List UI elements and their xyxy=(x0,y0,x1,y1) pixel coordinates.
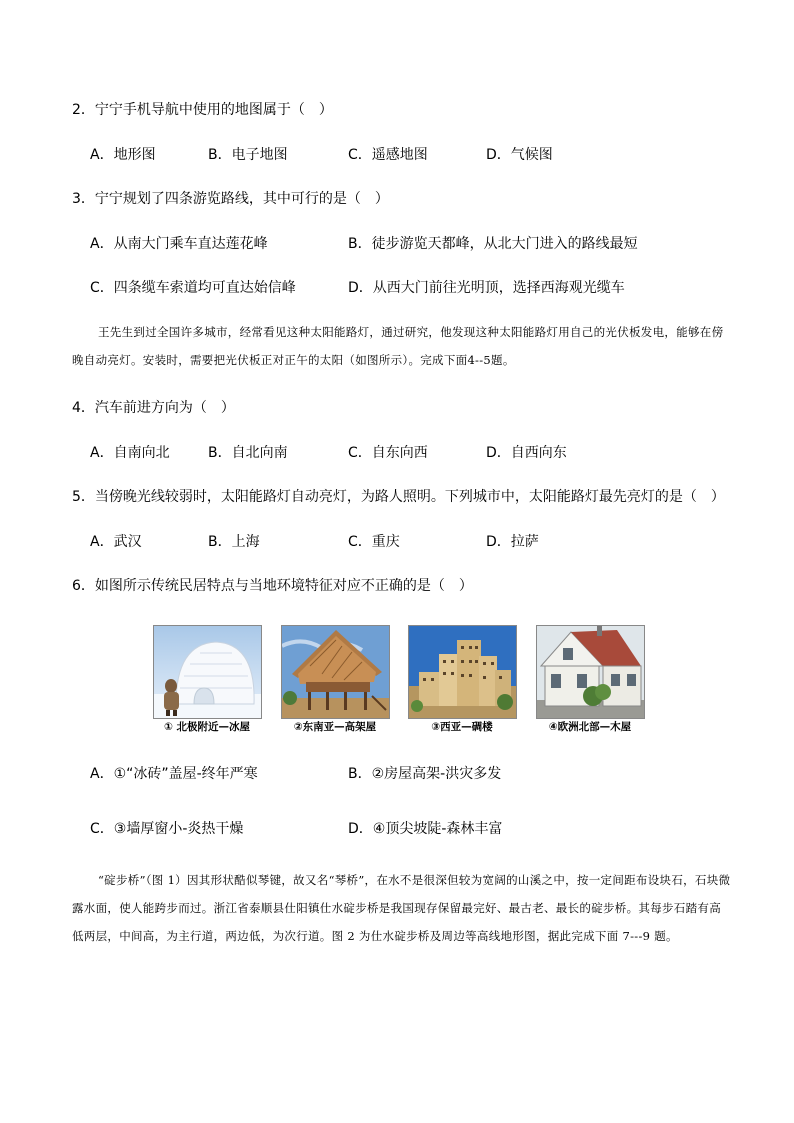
passage-solar-lamp: 王先生到过全国许多城市，经常看见这种太阳能路灯，通过研究，他发现这种太阳能路灯用自己的光伏板发电，能够在傍晚自动亮灯。安装时，需要把光伏板正对正午的太阳（如图所示）。完成下面4--5题。 xyxy=(72,325,724,367)
passage-stepping-stone-bridge: “碇步桥”（图 1）因其形状酷似琴键，故又名“琴桥”，在水不是很深但较为宽阔的山溪之中，按一定间距布设块石，石块微露水面，使人能跨步而过。浙江省泰顺县仕阳镇仕水碇步桥是我国现存保留最完好、最古老、最长的碇步桥。其每步石踏有高低两层，中间高，为主行道，两边低，为次行道。图 2 为仕水碇步桥及周边等高线地形图，据此完成下面 7---9 题。 xyxy=(72,873,731,943)
question-2-stem: 2．宁宁手机导航中使用的地图属于（ ） xyxy=(72,102,333,118)
question-3-stem: 3．宁宁规划了四条游览路线，其中可行的是（ ） xyxy=(72,191,389,207)
q6-option-b: B．②房屋高架-洪灾多发 xyxy=(348,766,502,782)
q2-option-a: A．地形图 xyxy=(90,147,156,163)
question-5-stem: 5．当傍晚光线较弱时，太阳能路灯自动亮灯，为路人照明。下列城市中，太阳能路灯最先亮灯的是（ ） xyxy=(72,489,725,505)
caption-igloo: ① 北极附近—冰屋 xyxy=(163,721,251,733)
q5-option-d: D．拉萨 xyxy=(486,534,539,550)
q3-option-d: D．从西大门前往光明顶，选择西海观光缆车 xyxy=(348,280,625,296)
q2-option-d: D．气候图 xyxy=(486,147,553,163)
q2-option-b: B．电子地图 xyxy=(208,147,288,163)
wooden-house-photo xyxy=(536,625,645,719)
question-6-stem: 6．如图所示传统民居特点与当地环境特征对应不正确的是（ ） xyxy=(72,578,473,594)
q2-option-c: C．遥感地图 xyxy=(348,147,428,163)
q6-option-d: D．④顶尖坡陡-森林丰富 xyxy=(348,821,503,837)
q3-option-b: B．徒步游览天都峰，从北大门进入的路线最短 xyxy=(348,236,638,252)
q4-option-c: C．自东向西 xyxy=(348,445,428,461)
q5-option-a: A．武汉 xyxy=(90,534,142,550)
q6-option-c: C．③墙厚窗小-炎热干燥 xyxy=(90,821,244,837)
q4-option-a: A．自南向北 xyxy=(90,445,170,461)
q4-option-b: B．自北向南 xyxy=(208,445,288,461)
q4-option-d: D．自西向东 xyxy=(486,445,567,461)
caption-tower-house: ③西亚—碉楼 xyxy=(431,721,493,733)
igloo-photo xyxy=(153,625,262,719)
caption-wooden-house: ④欧洲北部—木屋 xyxy=(548,721,632,733)
tower-house-photo xyxy=(408,625,517,719)
caption-stilt-house: ②东南亚—高架屋 xyxy=(293,721,377,733)
q5-option-c: C．重庆 xyxy=(348,534,400,550)
q5-option-b: B．上海 xyxy=(208,534,260,550)
question-4-stem: 4．汽车前进方向为（ ） xyxy=(72,400,235,416)
q3-option-a: A．从南大门乘车直达莲花峰 xyxy=(90,236,268,252)
q6-option-a: A．①“冰砖”盖屋-终年严寒 xyxy=(90,766,258,782)
stilt-house-photo xyxy=(281,625,390,719)
q3-option-c: C．四条缆车索道均可直达始信峰 xyxy=(90,280,296,296)
